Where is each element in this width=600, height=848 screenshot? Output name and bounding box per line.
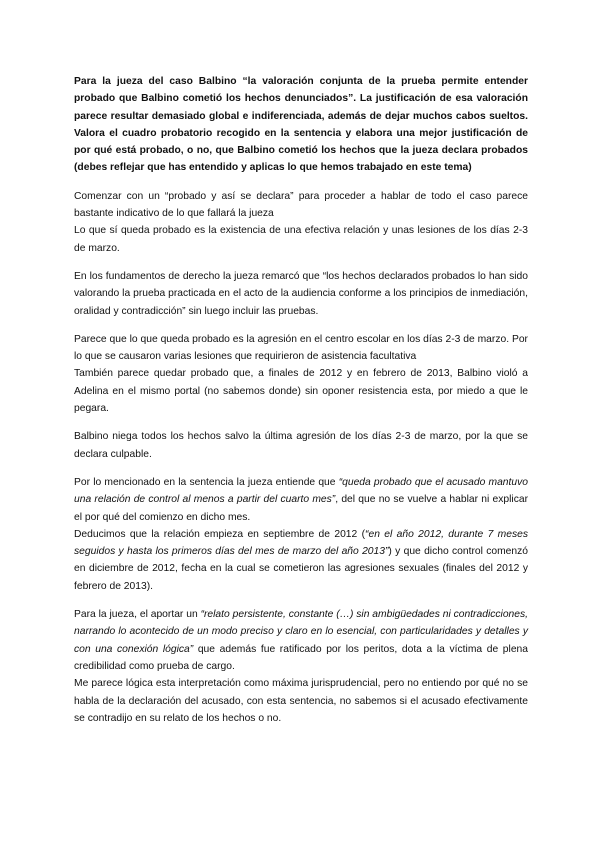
- text-run: que además fue ratificado por los peritos, dota a la víctima de plena credibilidad como prueba de cargo.: [74, 643, 529, 672]
- paragraph-line: Lo que sí queda probado es la existencia de una efectiva relación y unas lesiones de los días 2-3 de marzo.: [74, 225, 528, 254]
- paragraph-opening: [74, 188, 528, 257]
- paragraph-line: También parece quedar probado que, a finales de 2012 y en febrero de 2013, Balbino violó a Adelina en el mismo portal (no sabemos donde) sin oponer resistencia esta, por miedo a que le pegara.: [74, 368, 528, 415]
- paragraph-declaracion-acusado: Balbino niega todos los hechos salvo la última agresión de los días 2-3 de marzo, por la que se declara culpable.: [74, 431, 528, 460]
- sentence-quote: “queda probado que el acusado mantuvo una relación de control al menos a partir del cuarto mes”: [74, 476, 528, 506]
- paragraph-line: Comenzar con un “probado y así se declara” para proceder a hablar de todo el caso parece bastante indicativo de lo que fallará la jueza: [74, 190, 528, 220]
- sentence-quote: “en el año 2012, durante 7 meses seguidos y hasta los primeros días del mes de marzo del año 2013”: [74, 528, 528, 558]
- text-run: Deducimos que la relación empieza en septiembre de 2012 (: [74, 528, 366, 540]
- paragraph-conclusion: Me parece lógica esta interpretación como máxima jurisprudencial, pero no entiendo por qué no se habla de la declaración del acusado, con esta sentencia, no sabemos si el acusado efectivamente se contradijo en su relato de los hechos o no.: [74, 678, 528, 724]
- paragraph-fundamentos: En los fundamentos de derecho la jueza remarcó que “los hechos declarados probados lo han sido valorando la prueba practicada en el acto de la audiencia conforme a los principios de inmediación, oralidad y contradicción” sin luego incluir las pruebas.: [74, 270, 528, 317]
- text-run: ) y que dicho control comenzó en diciembre de 2012, fecha en la cual se cometieron las agresiones sexuales (finales del 2012 y febrero de 2013).: [74, 546, 528, 592]
- paragraph-line: Parece que lo que queda probado es la agresión en el centro escolar en los días 2-3 de marzo. Por lo que se causaron varias lesiones que requirieron de asistencia facultativa: [74, 333, 528, 363]
- text-run: , del que no se vuelve a hablar ni explicar el por qué del comienzo en dicho mes.: [74, 494, 529, 523]
- text-run: Por lo mencionado en la sentencia la jueza entiende que: [74, 476, 339, 488]
- paragraph-credibilidad: [74, 606, 528, 675]
- text-run: Para la jueza, el aportar un: [74, 609, 201, 621]
- paragraph-relacion-control: [74, 474, 528, 526]
- document-body: [74, 73, 528, 738]
- sentence-quote: “relato persistente, constante (…) sin ambigüedades ni contradicciones, narrando lo acontecido de un modo preciso y claro en lo esencial, con particularidades y detalles y con una conexión lógica”: [74, 609, 529, 655]
- paragraph-fechas: [74, 526, 528, 595]
- exercise-question: Para la jueza del caso Balbino “la valoración conjunta de la prueba permite entender probado que Balbino cometió los hechos denunciados”. La justificación de esa valoración parece resultar demasiado global e indiferenciada, además de dejar muchos cabos sueltos. Valora el cuadro probatorio recogido en la sentencia y elabora una mejor justificación de por qué está probado, o no, que Balbino cometió los hechos que la jueza declara probados (debes reflejar que has entendido y aplicas lo que hemos trabajado en este tema): [74, 76, 528, 174]
- paragraph-hechos-probados: [74, 331, 528, 417]
